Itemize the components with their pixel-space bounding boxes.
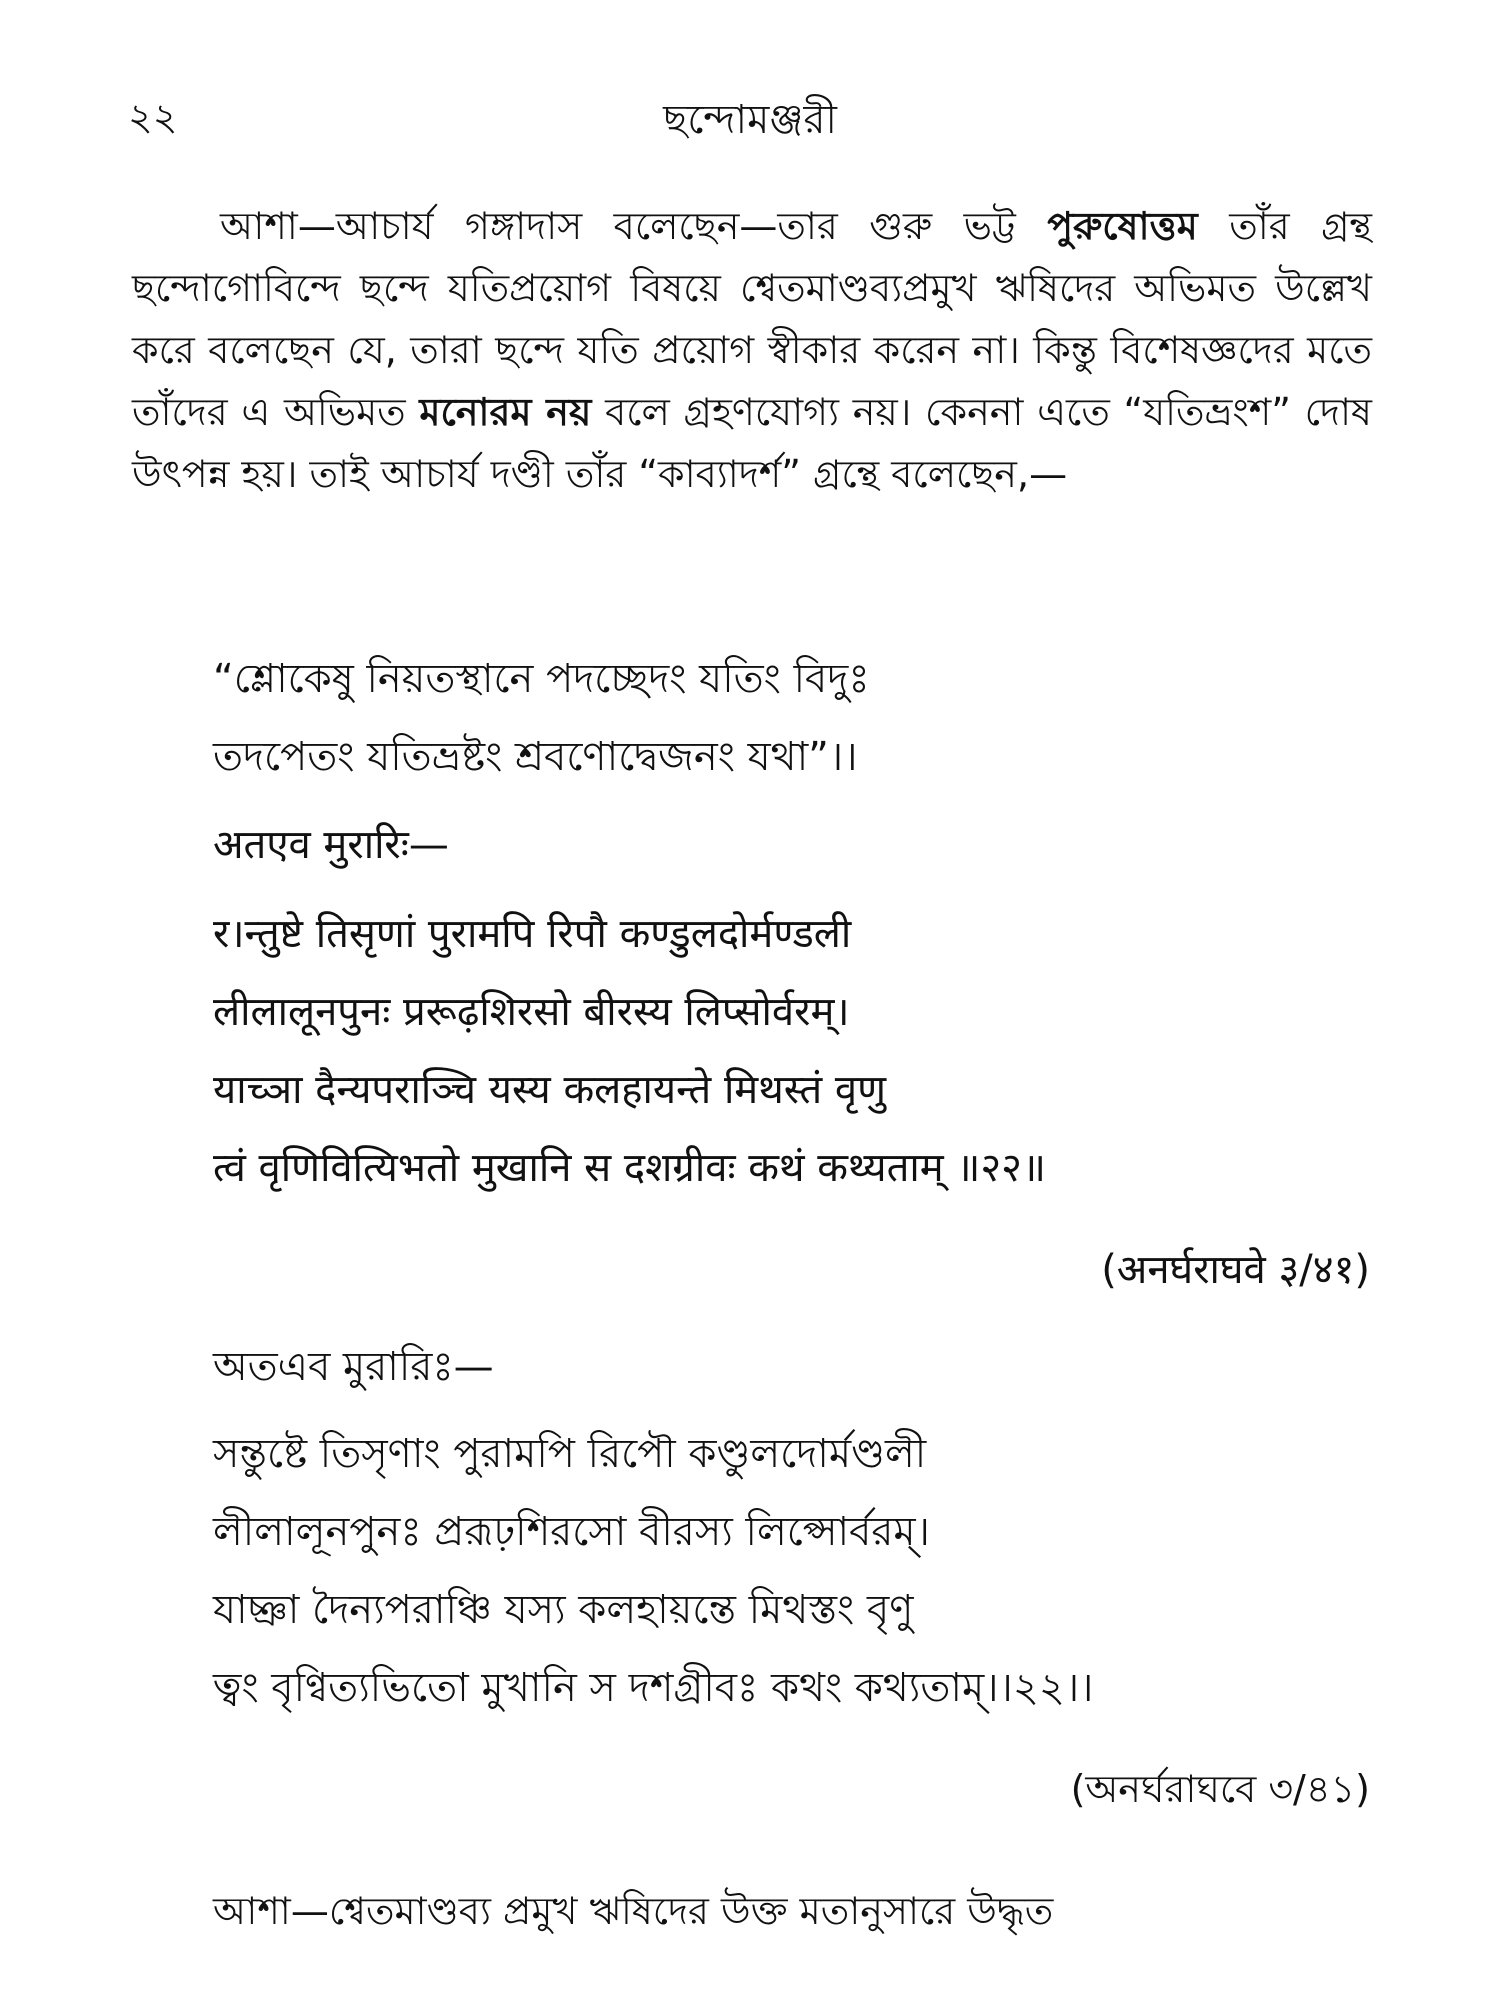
devanagari-label: अतएव मुरारिः— <box>213 822 449 868</box>
verse-line: ত্বং বৃণ্বিত্যভিতো মুখানি স দশগ্রীবঃ কথং কথ্যতাম্।।২২।। <box>213 1665 1094 1711</box>
bengali-verse-label: অতএব মুরারিঃ— <box>213 1344 494 1390</box>
quote-verse <box>213 640 1373 796</box>
paragraph-continuation: আশা—শ্বেতমাণ্ডব্য প্রমুখ ঋষিদের উক্ত মতানুসারে উদ্ধৃত <box>213 1889 1054 1933</box>
verse-line: र।न्तुष्टे तिसृणां पुरामपि रिपौ कण्डुलदोर्मण्डली <box>213 911 852 957</box>
devanagari-verse <box>213 895 1373 1207</box>
bengali-verse <box>213 1415 1373 1727</box>
verse-line: যাচ্ঞা দৈন্যপরাঞ্চি যস্য কলহায়ন্তে মিথস্তং বৃণু <box>213 1587 914 1633</box>
page-number: ২২ <box>128 95 178 139</box>
verse-line: তদপেতং যতিভ্রষ্টং শ্রবণোদ্বেজনং যথা”।। <box>213 734 858 780</box>
verse-line: লীলালূনপুনঃ প্ররূঢ়শিরসো বীরস্য লিপ্সোর্বরম্। <box>213 1509 930 1555</box>
para-bold-phrase: মনোরম নয় <box>419 390 592 434</box>
paragraph-intro <box>132 195 1372 505</box>
para-text: বলে গ্রহণযোগ্য নয়। কেননা এতে “যতিভ্রংশ” দোষ উৎপন্ন হয়। তাই আচার্য দণ্ডী তাঁর “কাব্যাদর্শ” গ্রন্থে বলেছেন,— <box>132 390 1372 496</box>
para-bold-name: পুরুষোত্তম <box>1047 204 1198 248</box>
verse-line: त्वं वृणिवित्यिभतो मुखानि स दशग्रीवः कथं कथ्यताम् ॥२२॥ <box>213 1145 1046 1191</box>
verse-line: लीलालूनपुनः प्ररूढ़शिरसो बीरस्य लिप्सोर्वरम्। <box>213 989 850 1035</box>
page-header <box>0 88 1500 148</box>
running-title: ছন্দোমঞ্জরী <box>663 97 837 143</box>
devanagari-source: (अनर्घराघवे ३/४१) <box>1101 1247 1370 1293</box>
verse-line: याच्ञा दैन्यपराञ्चि यस्य कलहायन्ते मिथस्तं वृणु <box>213 1067 887 1113</box>
verse-line: “শ্লোকেষু নিয়তস্থানে পদচ্ছেদং যতিং বিদুঃ <box>213 656 870 702</box>
para-text: আশা—আচার্য গঙ্গাদাস বলেছেন—তার গুরু ভট্ট <box>220 204 1048 248</box>
para-text: তাঁর গ্রন্থ ছন্দোগোবিন্দে ছন্দে যতিপ্রয়োগ বিষয়ে শ্বেতমাণ্ডব্যপ্রমুখ ঋষিদের অভিমত উল্লেখ করে বলেছেন যে, তারা ছন্দে যতি প্রয়োগ স্বীকার করেন না। কিন্তু বিশেষজ্ঞদের মতে তাঁদের এ অভিমত <box>132 204 1372 434</box>
bengali-verse-source: (অনর্ঘরাঘবে ৩/৪১) <box>1070 1767 1370 1811</box>
verse-line: সন্তুষ্টে তিসৃণাং পুরামপি রিপৌ কণ্ডুলদোর্মণ্ডলী <box>213 1431 927 1477</box>
